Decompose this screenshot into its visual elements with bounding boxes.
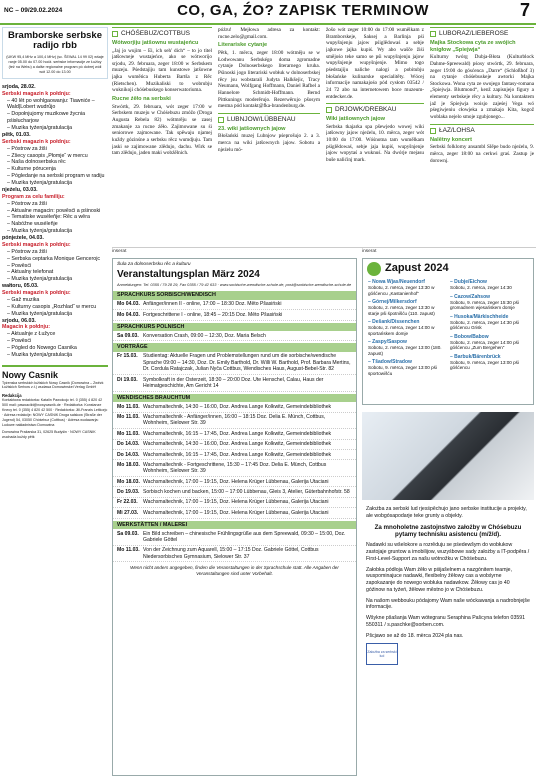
zapust-place: – Dešank/Dissenchen <box>368 319 420 325</box>
schedule-item: – Pógled do Nowego Casnika <box>7 345 77 352</box>
schedule-day: pónjeźele, 04.03. <box>2 235 44 242</box>
schedule-item: – Kulturne pórucenja <box>7 166 56 173</box>
schedule-item: – Zšecy casopis „Płomje“ w mercu <box>7 152 88 159</box>
ad-event-desc: Studientag: Aktuelle Fragen und Problemstellungen rund um die sorbische/wendische Sprache 09:00 – 14:30, Doz. Dr. Emily Barthold, Dr. Willi W. Barthold, Prof. Barbara Mertins, Dr. Cordula Ratajczak, Julian Nyča Cottbus, Wendisches Haus, August-Bebel-Str. 82 <box>143 353 351 373</box>
zapust-title: Zapust 2024 <box>363 259 533 279</box>
zapust-item <box>450 334 528 351</box>
job-text: Nadawki su wšelokore a rozrěduju se pśedewšym do wobłukow zastojaje gruntow a imobilijow, wuzyśbowe sady założby a IT-podpěra / First-Level-Support za našu wótnožku w Chóśebuzu. <box>366 542 530 562</box>
schedule-program-head: Magacin k połdnju: <box>2 324 50 331</box>
zapust-item <box>450 354 528 371</box>
ad-section-title: SPRACHKURS POLNISCH <box>113 323 356 331</box>
event-plan-ad <box>112 258 357 776</box>
ad-section-title: WENDISCHES BRAUCHTUM <box>113 394 356 402</box>
radio-schedule <box>2 84 108 359</box>
ad-event-date: Do 14.03. <box>117 451 140 458</box>
issue-label: NC – 09/29.02.2024 <box>4 7 63 15</box>
schedule-item: – Tematiske wuséleňje: Rěc a wěra <box>7 214 90 221</box>
schedule-item: – Naša dolnoserbska rěc <box>7 159 66 166</box>
schedule-item: – Aktualny telefonat <box>7 269 54 276</box>
ad-event-date: Di 19.03. <box>117 376 138 383</box>
schedule-item: – Powěsći <box>7 262 32 269</box>
ad-contact: Anmeldungen: Tel. 0355 / 79 28 29, Fax 0355 / 79 42 633 · www.sorbische-wendische-schule.de, post@sorbische-wendische-schule.de <box>117 281 352 287</box>
chosebuz-column <box>112 27 212 245</box>
schedule-item: – Aktualnje z Łužyce <box>7 331 56 338</box>
rbb-title: Bramborske serbske radijo rbb <box>8 30 102 52</box>
schedule-program-head: Serbski magazin k połdnju: <box>2 90 71 97</box>
job-contact: Wšykne pšašanja Wam wótegranu Seraphina Pašcyna telefon 03591 550311 / s.paschke@sorben.com. <box>366 615 525 628</box>
zapust-place: – Cazow/Zahsow <box>450 293 491 300</box>
ad-event-desc: Wachsmaltechnik, 17:00 – 19:15, Doz. Helena Krüger Lübbenau, Galerija Utaciani <box>143 499 329 506</box>
ad-section-title: SPRACHKURS SORBISCH/WENDISCH <box>113 291 356 299</box>
lower-rule <box>112 247 536 248</box>
schedule-day: srjoda, 28.02. <box>2 83 36 90</box>
ad-event-row <box>113 529 356 546</box>
nowy-casnik-text: Tyźenska serbskich łužiskich Nowy Casnik (Domowina – Zwězk Łužiskich Serbow z.t.) wudawa Domowinskei Verlag GmbH <box>2 380 104 390</box>
ad-title: Veranstaltungsplan März 2024 <box>117 268 260 280</box>
section-chosebuz: CHÓŚEBUZ/COTTBUS <box>112 27 212 38</box>
zapust-logo-icon <box>367 262 381 276</box>
schedule-day: pětk, 01.03. <box>2 131 31 138</box>
schedule-program-head: Program za celu familiju: <box>2 193 65 200</box>
luboraz-column <box>430 27 534 245</box>
section-square-icon <box>112 31 118 37</box>
ad-event-row <box>113 440 356 450</box>
zapust-place: – Górnej/Milkersdorf <box>368 299 417 305</box>
ad-event-desc: Fortgeschrittene I - online, 18:45 – 20:15 Doz. Měto Pšasiński <box>143 311 283 318</box>
ad-event-desc: Anfänger/innen II - online, 17:00 – 18:30 Doz. Měto Pšasiński <box>143 301 282 308</box>
section-square-icon <box>430 31 436 37</box>
nowy-casnik-title: Nowy Casnik <box>2 369 59 380</box>
article-head: 23. wiki jatšownych jajow <box>218 125 286 132</box>
zapust-when: Sobotu, 2. mërca, zeger 13:30 w góśćencu „Kastanienhof“ <box>368 285 435 296</box>
ad-event-row <box>113 477 356 487</box>
article-head: Nalětny koncert <box>430 136 472 143</box>
zapust-item <box>368 279 446 296</box>
schedule-item: – Muzika tyźenja/gratulacija <box>7 276 73 283</box>
article-head: Literariske cytanje <box>218 42 268 49</box>
redakcija-head: Redakcija <box>2 393 22 399</box>
ad-event-date: Fr 15.03. <box>117 353 138 360</box>
section-lubnjow: LUBNJOW/LÜBBENAU <box>218 113 320 124</box>
ad-event-date: Mo 11.03. <box>117 430 140 437</box>
ad-event-desc: Wachsmaltechnik, 17:00 – 19:15, Doz. Helena Krüger Lübbenau, Galerija Utaciani <box>143 478 329 485</box>
schedule-item: – Pógledanje na serbski program w radiju <box>7 173 105 180</box>
job-text: Załobka pódłoja Wam źěło w pśijašelnem a nazgónitem teamje, wuspominajuce nadawki, flexibelny žěłowy cas a wobśyrne zapokazanje do nowego wobłuka nadawkow. Žěłowy cas jo 40 góźinow na tyźeń, žěłowe městno jo w Chóśebuzu. <box>366 566 512 593</box>
ad-event-desc: Konversation Crash, 09:00 – 12:30, Doz. Maria Belsch <box>143 332 266 339</box>
ad-event-date: Mo 18.03. <box>117 461 140 468</box>
ad-event-row <box>113 508 356 518</box>
nowy-footer: Domowina Pražarska 31, 02625 Budyšin · NOWY CASNIK wuchada kuždy pětk <box>2 430 96 440</box>
job-deadline: Pšcjawo se až do 18. mërca 2024 pla nas. <box>366 632 464 639</box>
article-body: Serbska tkajarka spa pšewjedo wowej wiki jatšowny jajow njeźelu, 10. mërca, zeger wót 10:00 do 17:00. Wóśnotna tam wumělkam pśiglědowaś, sebje jaja kupiś, wupyšnjenje jajow wopytaś a wuknuś. Na dwórje mejasu buše nalićinj mark. <box>326 123 424 163</box>
schedule-item: – Nabóžne wuséleňje <box>7 221 58 228</box>
ad-event-date: Mo 11.03. <box>117 414 140 421</box>
ad-event-date: Mo 11.03. <box>117 403 140 410</box>
ad-sections <box>113 291 356 562</box>
section-square-icon <box>326 107 332 113</box>
schedule-item: – Muzika tyźenja/gratulacija <box>7 228 73 235</box>
ad-event-desc: Wachsmaltechnik, 14:30 – 16:00, Doz. Andrea Lange Kolkwitz, Gemeindebibliothek <box>143 403 332 410</box>
article-body: Stwórtk, 29. februara, wót zeger 17:00 w Serbskem muzeju w Chóśebuzu zmóžo (Droga Augusta Rebela 82) wótmrěju se zasej zmakanje za rucne źěło. Zajimowane su śi seniorowe zajmowane. Tak spěwaju njamej kuždy gózinśne a serbsku rěcz wumdjuju. Tam jaski se zajimowane zlědujo, dachu. Wirk se tam zlědujo, jaden maki wobźělnich. <box>112 103 212 157</box>
ad-event-date: Sa 09.03. <box>117 530 139 537</box>
ad-event-row <box>113 460 356 477</box>
schedule-item: – Dopołnjujomy muzikowe žycnia pśisłucharjow <box>7 111 86 125</box>
schedule-item: – Kulturny casopis „Rozhlad“ w mercu <box>7 303 97 310</box>
ad-event-date: Mo 04.03. <box>117 311 140 318</box>
schedule-item: – Muzika tyźenja/gratulacija <box>7 125 73 132</box>
zapust-item <box>450 294 528 311</box>
ad-event-date: Mo 04.03. <box>117 301 140 308</box>
schedule-program-head: Serbski magazin k połdnju: <box>2 290 71 297</box>
schedule-item: – Póstrow za žiši <box>7 145 47 152</box>
article-body: Błošański muzej Lubnjow pśeprošujo 2. a 3. merca na wiki jatšownych jajow. Sobotu a njeźelu mó- <box>218 133 320 153</box>
ad-event-row <box>113 487 356 497</box>
zapust-when: Sobotu, 9. mërca, zeger 15:30 pśi gromadnem wjesańskem domje <box>450 299 519 310</box>
ad-section-title: WERKSTÄTTEN / MALEREI <box>113 521 356 529</box>
article-body: „Jaj jo wujim – Ei, ich seh' dich“ – to jo titel jatšowneje wustajeńce, ako se wótworijo srjodu, 29. februara, zeger 18:00 w Serbskem muzeju. Pśedstajiju tam kunstowe jatšowne jajka wuměńca Huberta Bartša z Rěc (Rietschen). Muzikaliski to wobrubju wuknikoji chóśebuskego konserwatoriuma. <box>112 47 212 94</box>
zapust-when: Sobotu, 2. mërca, zeger 14:00 pśi góśćencu „Zum Bergehen“ <box>450 339 519 350</box>
job-text: Na našom webbouku pódajomy Wam naše wóckawanja a nadrobnjejše informacije. <box>366 597 530 611</box>
ad-section-title: VORTRÄGE <box>113 343 356 351</box>
zapust-place: – Bobow/Babow <box>450 333 489 340</box>
schedule-item: – Muzika tyźenja/gratulacija <box>7 351 73 358</box>
article-body: žošo wót zeger 10:00 do 17:00 wumělkam z Bramborskeje, Saksej a Barlinja pśi wupyšnjenju jajow pśiglědowaś a sebje jajkowe jajka kupiś. Wy abo wašče žiśi smějośo teke samo se pśi wupyšnjenju jajow wupyšnjenje wupyšnjenje. Mimo togo pśedstajiju naliche nalogi a pobitubju błošańske kulinarske specialitěty. Wócej informacije namakajośo pód cysłom 03542 / 24 72 abo na internetowem boce muzeum-entdecker.de. <box>326 27 424 100</box>
left-column <box>2 27 108 779</box>
zapust-item <box>368 359 446 376</box>
article-head: Majka Stockowa cyta ze swójich knigłow „Spiejwja“ <box>430 39 516 53</box>
schedule-item: – Powěsći <box>7 338 32 345</box>
schedule-day: njeźelu, 03.03. <box>2 186 38 193</box>
technician-photo <box>362 412 534 500</box>
ad-event-row <box>113 331 356 341</box>
schedule-day: srjodu, 06.03. <box>2 317 36 324</box>
ad-event-desc: Wachsmaltechnik, 17:00 – 19:15, Doz. Helena Krüger Lübbenau, Galerija Utaciani <box>143 509 329 516</box>
schedule-program-head: Serbski magazin k połdnju: <box>2 138 71 145</box>
zapust-item <box>368 299 446 316</box>
zapust-when: Sobotu, 2. mërca, zeger 14:30 pśi góśćencu Grisk <box>450 319 519 330</box>
section-square-icon <box>430 128 436 134</box>
zapust-when: Sobotu, 2. mërca, zeger 14:30 <box>450 285 512 290</box>
zapust-when: Sobotu, 2. mërca, zeger 13:30 w starje pśi śpotnišću (110. zapust) <box>368 305 435 316</box>
ad-event-desc: Sorbisch kochen und backen, 15:00 – 17:00 Lübbenau, Gleis 3, Atelier, Güterbahnhofstr. 58 <box>143 488 350 495</box>
article-body: Pětk, 1. mërca, zeger 18:00 wótměju se w Łodwowanu Serbskégo doma zgromadne cytanje Dolnoserbskego literarnego kruha. Pśinoski jogo literariski wobłuk w dolnoserbskej rěcy jsu wobstarali Judyta Halkšejic, Tracy Neumann, Wolfgang Hoffmann, Daniel Rafbel a Hannelore Schmidt-Hoffmann. Bernd Pittkunings moderěrujo. Rezerwěrujo pšosym mestna pód kontakt@fka-brandenburg.de. <box>218 50 320 110</box>
schedule-item: – Muzika tyźenja/gratulacija <box>7 310 73 317</box>
foundation-logo: Założba za serbski lud <box>366 643 398 665</box>
ad-event-row <box>113 375 356 392</box>
ad-event-row <box>113 402 356 412</box>
job-intro: Założba za serbski lud rjesśpěchujo jano serbske institucije a projekty, ale wobgósapodarje teke grunty a objekty. <box>366 506 527 519</box>
ad-footer: Wenn nicht anders angegeben, finden die Veranstaltungen in der Sprachschule statt. Alle Angaben der Veranstaltungen sind unter Vorbehalt. <box>130 565 339 576</box>
page-title: CO, GA, ŹO? ZAPISK TERMINOW <box>177 2 429 19</box>
schedule-day: wałtoru, 05.03. <box>2 283 39 290</box>
section-square-icon <box>218 117 224 123</box>
schedule-program-head: Serbski magazin k połdnju: <box>2 241 71 248</box>
ad-event-desc: Wachsmaltechnik, 16:15 – 17:45, Doz. Andrea Lange Kolkwitz, Gemeindebibliothek <box>143 430 332 437</box>
drjowk-column <box>326 27 424 245</box>
zapust-place: – Nowa Wjas/Neuendorf <box>368 279 425 285</box>
zapust-item <box>368 339 446 356</box>
ad-event-row <box>113 352 356 375</box>
page-number: 7 <box>519 0 530 21</box>
ad-event-date: Do 14.03. <box>117 441 140 448</box>
ad-event-row <box>113 498 356 508</box>
article-head: Wiki jatšownych jajow <box>326 116 386 123</box>
ad-event-row <box>113 413 356 430</box>
schedule-item: – Gaž muzika <box>7 296 40 303</box>
rbb-info: (UKW 95,4 MHz a 100,4 MHz) (sc. ŠEWAL 14 99 02) wšaje ranje 05.00 do 07.00 hodź. serbske informacije ze Łužicy (tež na Webu) a dalše regionalne program pó dobrej wóli wót 12.00 do 13.00 <box>6 54 104 74</box>
ad-event-date: Sa 09.03. <box>117 332 139 339</box>
article-head: Wótworjiju jatšownu wustajeńcu <box>112 39 199 46</box>
redakcija-text: Kontaktowa redaktorka: Katalin Pawolcojc tel. 0 (355) 4 820 42 500 mail: pawoacikt@nowycasnik.de · Redaktorka: Konstanze Knecy tel. 0 (355) 4 820 42 500 · Redaktorka: Jill-Franzis Leitkorjc · Adresa redakcije: NOWY CASNIK Droga salskow (Straße der Jugend) 54, 03050 Chóśebuz (Cottbus) · Adresa wudawarja: Ludowe nakładnistwo Domowina <box>2 398 108 427</box>
ad-event-row <box>113 300 356 310</box>
ad-event-desc: Wachsmaltechnik, 16:15 – 17:45, Doz. Andrea Lange Kolkwitz, Gemeindebibliothek <box>143 451 332 458</box>
ad-event-date: Mo 11.03. <box>117 547 140 554</box>
zapust-when: Sobotu, 9. mërca, zeger 13:00 pśi góśćencu <box>450 359 519 370</box>
zapust-place: – Tšadow/Stradow <box>368 359 412 365</box>
ad-event-desc: Wachsmaltechnik - Anfänger/innen, 16:00 – 18:15 Doz. Delia E. Münch, Cottbus, Wohnheim, Sielower Str. 39 <box>143 414 326 427</box>
zapust-place: – Zaspy/Saspow <box>368 339 407 345</box>
zapust-place: – Husoka/Märkischheide <box>450 313 509 320</box>
ad-event-date: Mo 18.03. <box>117 478 140 485</box>
ad-event-desc: Symbolkraft in der Osterzeit, 18:30 – 20:00 Doz. Ute Henschel, Calau, Haus der Heimatgeschichte, Am Gericht 14 <box>143 376 324 389</box>
job-heading: Za mnoholetne zastojnstwo założby w Chóśebuzu pytamy technisku asistencu (m/ž/d). <box>374 523 522 538</box>
zapust-item <box>450 314 528 331</box>
zapust-item <box>368 319 446 336</box>
article-body: późru! Mejłowa adresa za kontakt: rucne.zelo@gmail.com. <box>218 27 320 40</box>
ad-event-date: Fr 22.03. <box>117 499 138 506</box>
schedule-item: – Serbska ceptarka Monique Gencerojc <box>7 255 101 262</box>
inserat-label: inserat <box>362 249 377 254</box>
zapust-box <box>362 258 534 405</box>
zapust-right-column <box>448 279 530 379</box>
article-body: Serbski folklorny ansambl Slěpe budo njeźelu, 9. mërca, zeger 18:00 na cerkwi graś. Zastup je dorownj. <box>430 144 534 164</box>
section-luboraz: LUBORAZ/LIEBEROSE <box>430 27 534 38</box>
ad-event-date: Mi 27.03. <box>117 509 139 516</box>
zapust-place: – Dubje/Eichow <box>450 279 487 285</box>
ad-event-desc: Wachsmaltechnik - Fortgeschrittene, 15:30 – 17:45 Doz. Delia E. Münch, Cottbus Wohnheim, Sielower Str. 39 <box>143 461 327 475</box>
ad-event-row <box>113 546 356 563</box>
ad-event-desc: Von der Zeichnung zum Aquarell, 15:00 – 17:15 Doz. Gabriele Göttel, Cottbus Niedersorbisches Gymnasium, Sielower Str. 37 <box>143 547 319 560</box>
zapust-left-column <box>366 279 448 379</box>
schedule-item: – 40 lět po wohlgaowanju: Tiawniće – Wald|Lobert wudrůjo <box>7 97 95 111</box>
article-head: Rucne źěło na serbski <box>112 96 171 103</box>
schedule-item: – Aktualne magacin: powěsći a pśinoski <box>7 207 101 214</box>
section-laz: ŁAZ/LOHSA <box>430 124 534 135</box>
section-drjowk: DRJOWK/DREBKAU <box>326 103 424 114</box>
ad-school-name: Šula za dolnoserbsku rěc a kulturu <box>117 262 191 267</box>
zapust-place: – Barbuk/Bärenbrück <box>450 353 501 360</box>
ad-event-desc: Wachsmaltechnik, 14:30 – 16:00, Doz. Andrea Lange Kolkwitz, Gemeindebibliothek <box>143 441 332 448</box>
zapust-item <box>450 279 528 291</box>
zapust-when: Sobotu, 2. mërca, zeger 14:00 w sportańskem domje <box>368 325 435 336</box>
zapust-when: Sobotu, 2. mërca, zeger 13:00 (180. zapust) <box>368 345 442 356</box>
ad-event-row <box>113 429 356 439</box>
zapust-grid <box>363 279 533 379</box>
ad-event-row <box>113 450 356 460</box>
page-header <box>0 0 536 22</box>
inserat-label: inserat <box>112 249 127 254</box>
header-rule <box>0 23 536 25</box>
job-ad <box>362 503 534 775</box>
zapust-when: Sobotu, 9. mërca, zeger 13:00 pśi sportowišću <box>368 365 437 376</box>
rbb-box <box>2 27 108 79</box>
ad-event-desc: Ein Bild schreiben – chinesische Frühlingsgrüße aus dem Spreewald, 09:30 – 15:00, Doz. Gabriele Göttel <box>143 530 346 543</box>
middle-column <box>218 27 320 245</box>
ad-event-date: Do 19.03. <box>117 488 140 495</box>
article-body: Kulturny twórg Dubja-Błota (Kulturblock Dahme-Spreewald) pśosy stwórtk, 29. februara, zeger 19:00 do gósćenca „Darre“ (Schloßhof 3) na cytanje chóśebuskeje awtorki Majka Stockowa. Wona cyta ze swojego fantasy-romana „Spiejwja. Blutmond“, kenž zapisnjejo figury a elementy serbskeje rěcy a kultury. Na kontaktem jaž je Spiejwja woisjo zajeśej Vega wó pśegiwjeniu cłowjeka a zmakajo Kita, kogož woblaka nejelo smoje zgubjonego... <box>430 54 534 121</box>
schedule-item: – Muzika tyźenja/gratulacija <box>7 180 73 187</box>
schedule-item: – Póstrow za žiši <box>7 248 47 255</box>
ad-event-row <box>113 310 356 320</box>
nowy-casnik-box <box>2 365 108 440</box>
schedule-item: – Póstrow za žiši <box>7 200 47 207</box>
